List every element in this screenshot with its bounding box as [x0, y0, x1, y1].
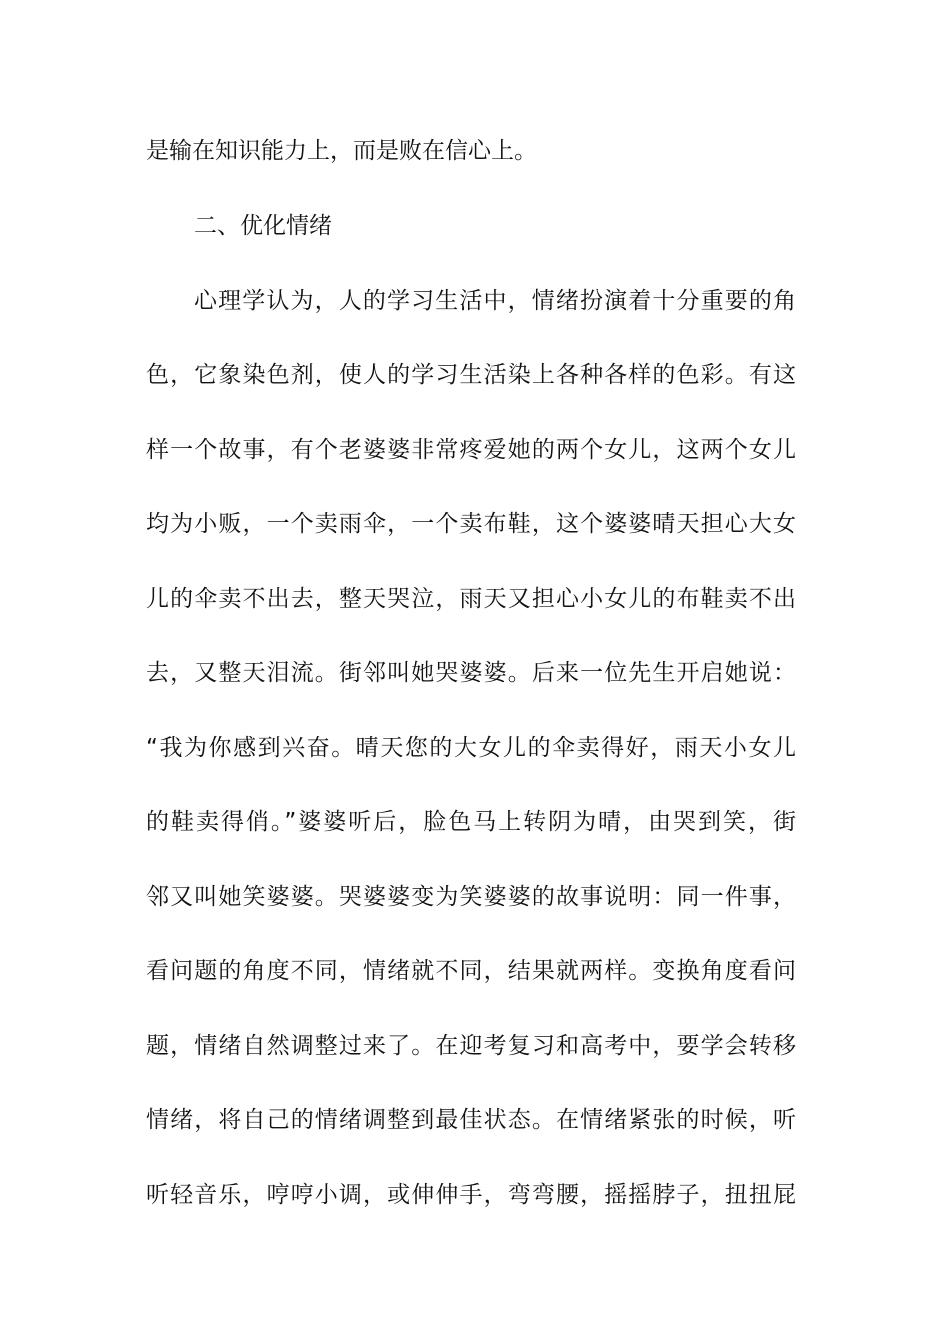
text-line: 邻又叫她笑婆婆。哭婆婆变为笑婆婆的故事说明：同一件事，: [146, 884, 796, 910]
text-line: 是输在知识能力上，而是败在信心上。: [146, 138, 537, 164]
text-line: 的鞋卖得俏。”婆婆听后，脸色马上转阴为晴，由哭到笑，街: [146, 809, 796, 835]
text-line: “我为你感到兴奋。晴天您的大女儿的伞卖得好，雨天小女儿: [146, 735, 796, 761]
text-line: 心理学认为，人的学习生活中，情绪扮演着十分重要的角: [194, 288, 796, 314]
text-line: 儿的伞卖不出去，整天哭泣，雨天又担心小女儿的布鞋卖不出: [146, 586, 796, 612]
text-line: 题，情绪自然调整过来了。在迎考复习和高考中，要学会转移: [146, 1033, 796, 1059]
text-line: 看问题的角度不同，情绪就不同，结果就两样。变换角度看问: [146, 958, 796, 984]
text-line: 均为小贩，一个卖雨伞，一个卖布鞋，这个婆婆晴天担心大女: [146, 511, 796, 537]
text-line: 去，又整天泪流。街邻叫她哭婆婆。后来一位先生开启她说：: [146, 660, 796, 686]
text-line: 听轻音乐，哼哼小调，或伸伸手，弯弯腰，摇摇脖子，扭扭屁: [146, 1182, 796, 1208]
section-heading: 二、优化情绪: [194, 213, 332, 239]
text-line: 色，它象染色剂，使人的学习生活染上各种各样的色彩。有这: [146, 362, 796, 388]
text-line: 情绪，将自己的情绪调整到最佳状态。在情绪紧张的时候，听: [146, 1107, 796, 1133]
text-line: 样一个故事，有个老婆婆非常疼爱她的两个女儿，这两个女儿: [146, 437, 796, 463]
